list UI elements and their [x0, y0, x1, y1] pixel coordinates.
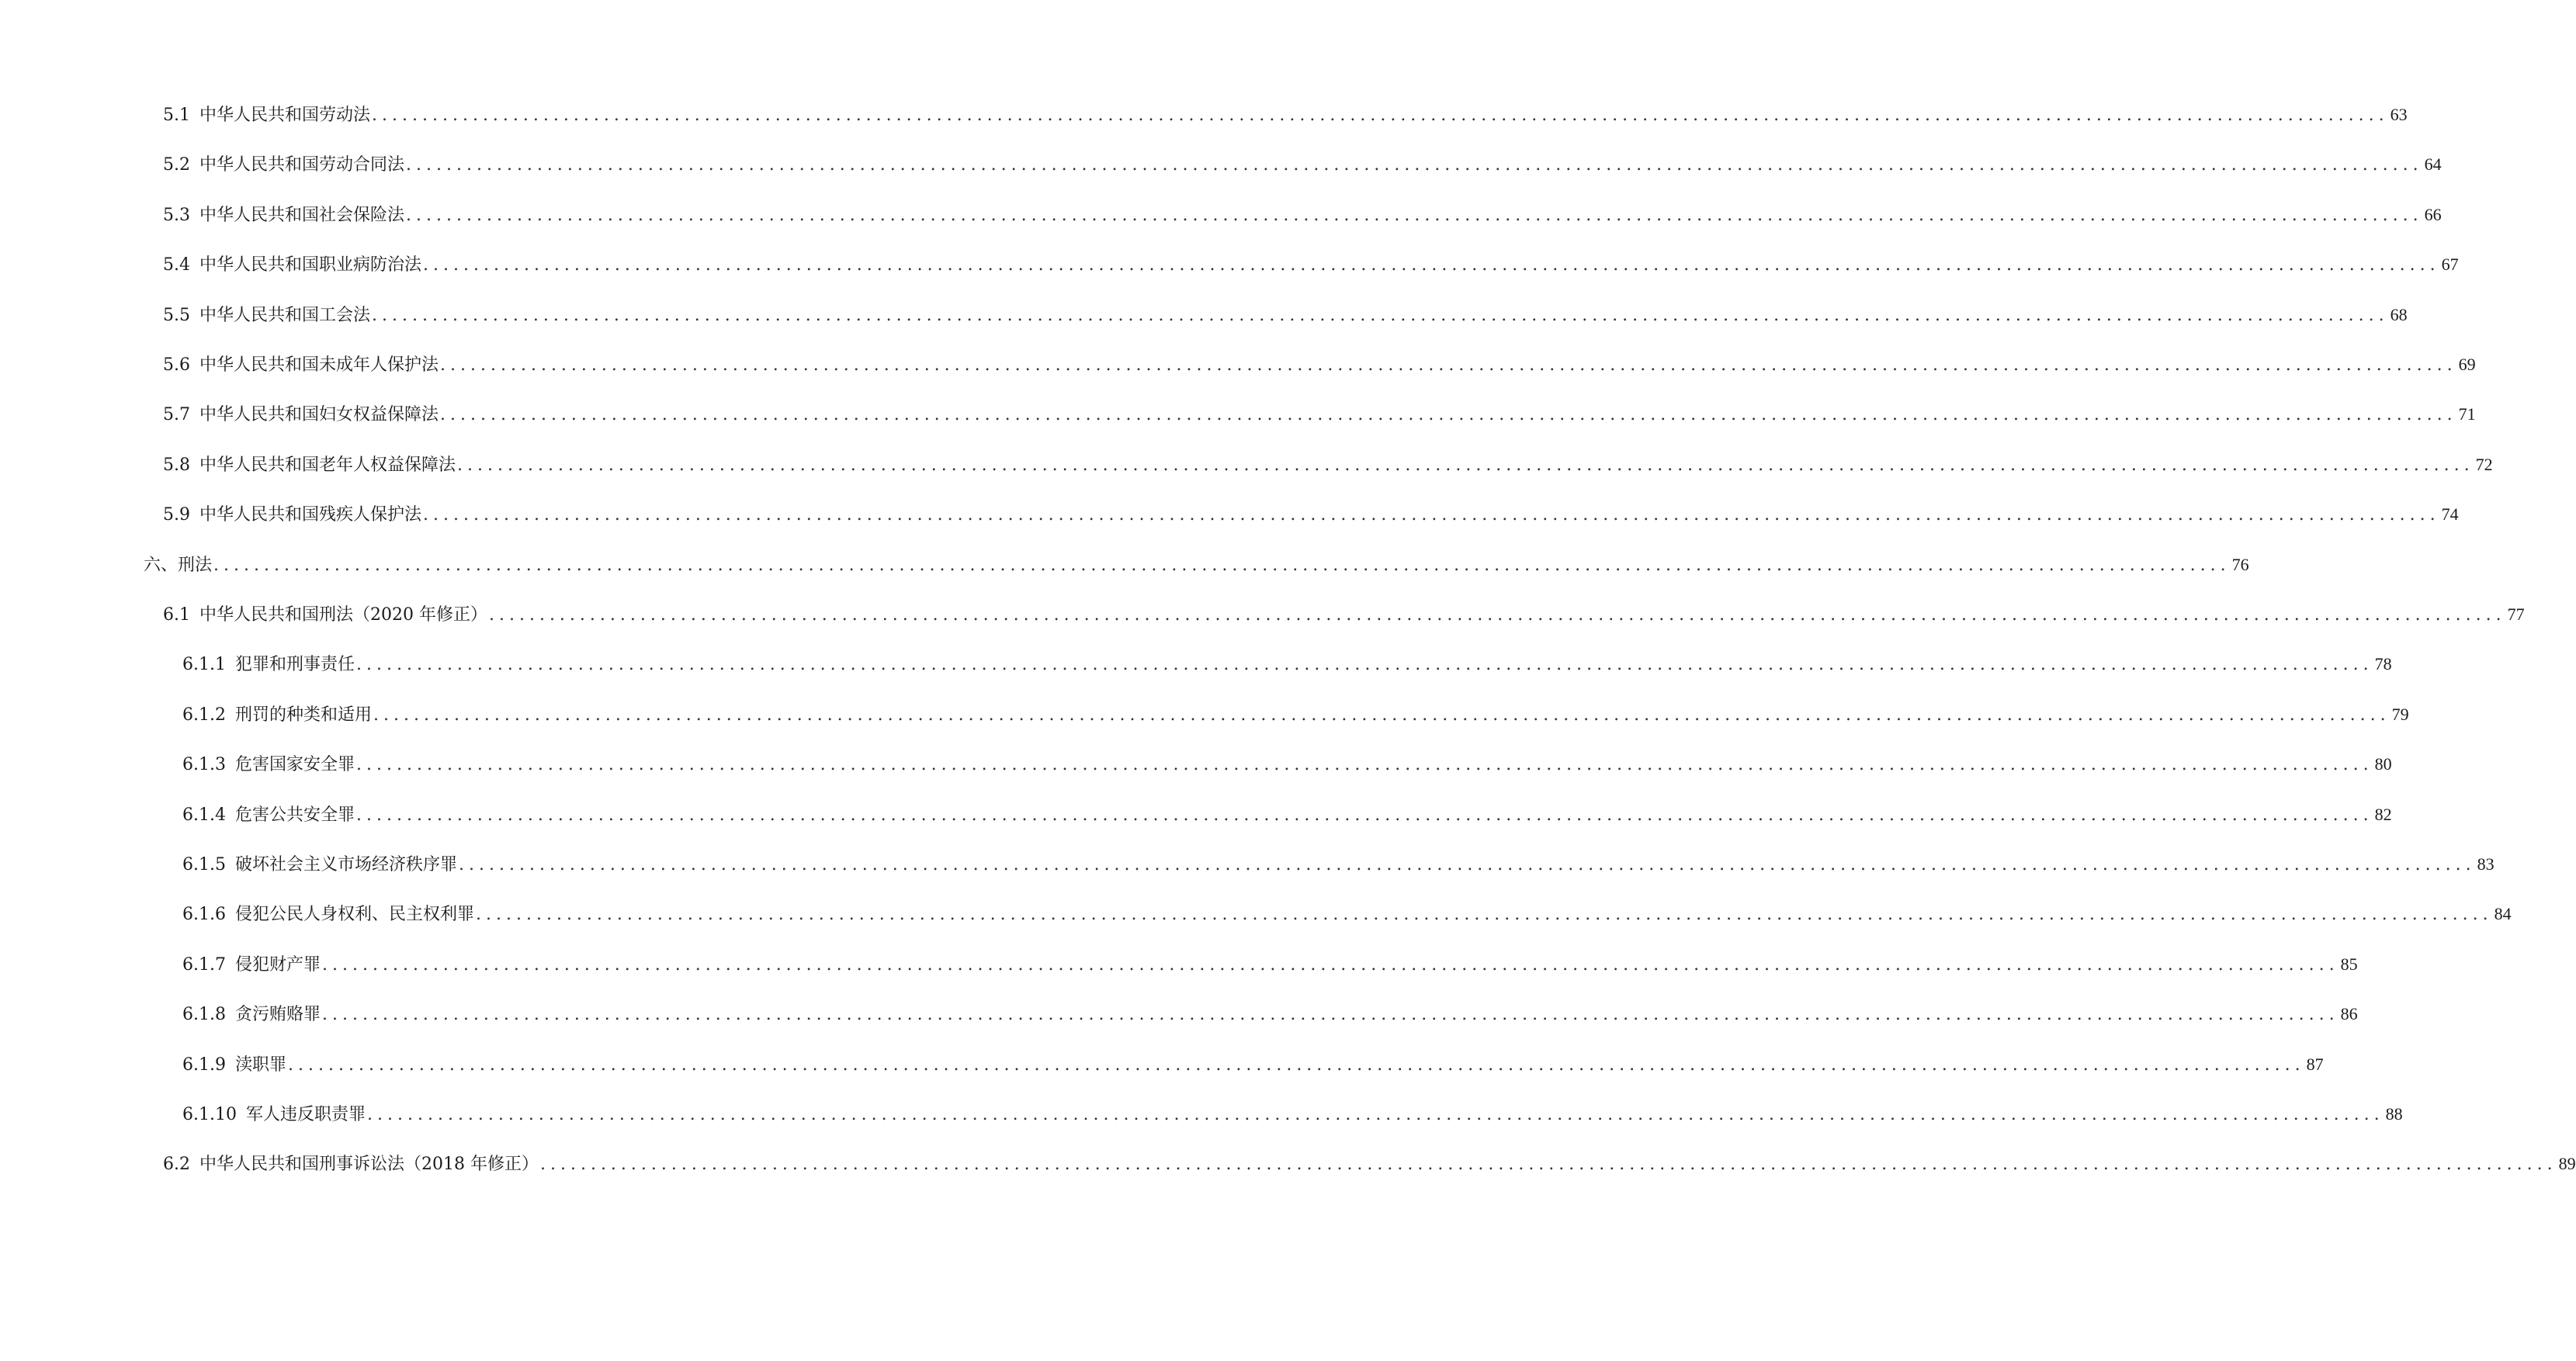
- toc-dot-leader: ........................................................................................................................................................................................................: [213, 556, 2231, 575]
- toc-dot-leader: ........................................................................................................................................................................................................: [459, 855, 2476, 874]
- toc-entry-title: [182, 803, 355, 828]
- toc-dot-leader: ........................................................................................................................................................................................................: [440, 405, 2457, 424]
- toc-entry-title: [163, 403, 439, 428]
- toc-entry-number: 6.1.4: [182, 805, 226, 825]
- toc-dot-leader: ........................................................................................................................................................................................................: [440, 355, 2457, 375]
- toc-entry[interactable]: [163, 303, 2408, 327]
- toc-entry-title: [163, 453, 456, 478]
- toc-entry-text: 军人违反职责罪: [245, 1105, 366, 1124]
- toc-entry-title: [163, 603, 487, 628]
- toc-dot-leader: ........................................................................................................................................................................................................: [372, 106, 2389, 125]
- toc-entry[interactable]: [163, 1151, 2576, 1176]
- toc-dot-leader: ........................................................................................................................................................................................................: [423, 505, 2440, 525]
- toc-page-number: 72: [2475, 455, 2493, 474]
- toc-entry-text: 六、刑法: [144, 556, 213, 575]
- toc-entry-title: [182, 653, 355, 677]
- toc-dot-leader: ........................................................................................................................................................................................................: [423, 255, 2440, 275]
- toc-entry-number: 6.1.2: [182, 705, 226, 725]
- toc-entry[interactable]: [182, 652, 2392, 677]
- toc-dot-leader: ........................................................................................................................................................................................................: [406, 155, 2423, 175]
- toc-entry-number: 6.1.9: [182, 1055, 226, 1075]
- toc-entry-text: 刑罚的种类和适用: [234, 705, 372, 725]
- toc-entry-number: 6.1.10: [182, 1105, 237, 1124]
- toc-entry-text: 中华人民共和国妇女权益保障法: [199, 405, 439, 424]
- toc-entry-number: 6.1: [163, 605, 190, 625]
- toc-entry-text: 中华人民共和国刑事诉讼法（2018 年修正）: [199, 1155, 539, 1174]
- toc-dot-leader: ........................................................................................................................................................................................................: [373, 705, 2391, 725]
- toc-entry-number: 5.9: [163, 505, 190, 525]
- toc-entry-number: 5.3: [163, 206, 190, 225]
- toc-page-number: 82: [2374, 805, 2392, 824]
- toc-dot-leader: ........................................................................................................................................................................................................: [356, 655, 2373, 674]
- toc-dot-leader: ........................................................................................................................................................................................................: [406, 206, 2423, 225]
- toc-entry-number: 6.1.3: [182, 755, 226, 774]
- toc-dot-leader: ........................................................................................................................................................................................................: [322, 1005, 2339, 1024]
- toc-page-number: 85: [2340, 954, 2358, 974]
- toc-dot-leader: ........................................................................................................................................................................................................: [488, 605, 2506, 625]
- toc-dot-leader: ........................................................................................................................................................................................................: [356, 805, 2373, 825]
- toc-entry-number: 6.1.1: [182, 655, 226, 674]
- toc-entry-text: 中华人民共和国老年人权益保障法: [199, 455, 456, 475]
- toc-entry[interactable]: [163, 102, 2408, 127]
- toc-entry[interactable]: [163, 402, 2476, 427]
- toc-entry-title: [163, 103, 370, 128]
- toc-entry-number: 6.1.7: [182, 955, 226, 975]
- toc-entry-text: 危害国家安全罪: [234, 755, 355, 774]
- toc-entry-text: 中华人民共和国劳动法: [199, 106, 371, 125]
- toc-entry-text: 中华人民共和国工会法: [199, 306, 371, 325]
- toc-page-number: 84: [2494, 904, 2512, 923]
- toc-entry-title: [144, 553, 212, 578]
- toc-entry-text: 渎职罪: [234, 1055, 286, 1075]
- toc-page-number: 80: [2374, 754, 2392, 774]
- toc-page-number: 78: [2374, 654, 2392, 674]
- toc-page-number: 89: [2558, 1154, 2576, 1173]
- toc-entry[interactable]: [163, 252, 2459, 277]
- toc-page-number: 76: [2231, 555, 2249, 574]
- toc-entry-title: [163, 203, 404, 228]
- toc-entry-text: 中华人民共和国社会保险法: [199, 206, 405, 225]
- toc-entry-text: 中华人民共和国残疾人保护法: [199, 505, 422, 525]
- toc-dot-leader: ........................................................................................................................................................................................................: [322, 955, 2339, 975]
- toc-entry-number: 6.2: [163, 1155, 190, 1174]
- toc-entry-title: [163, 153, 404, 178]
- toc-entry[interactable]: [163, 602, 2525, 627]
- toc-page-number: 79: [2391, 705, 2409, 724]
- toc-dot-leader: ........................................................................................................................................................................................................: [476, 905, 2493, 924]
- toc-entry[interactable]: [144, 552, 2249, 577]
- toc-entry-title: [163, 503, 421, 528]
- toc-entry[interactable]: [182, 802, 2392, 827]
- toc-entry-number: 5.8: [163, 455, 190, 475]
- toc-entry-number: 6.1.8: [182, 1005, 226, 1024]
- toc-dot-leader: ........................................................................................................................................................................................................: [539, 1155, 2557, 1174]
- toc-dot-leader: ........................................................................................................................................................................................................: [288, 1055, 2305, 1075]
- toc-page-number: 77: [2507, 604, 2525, 624]
- toc-entry-title: [182, 753, 355, 777]
- toc-entry[interactable]: [182, 752, 2392, 777]
- toc-page-number: 66: [2424, 205, 2442, 224]
- toc-page-number: 86: [2340, 1004, 2358, 1023]
- toc-entry-title: [163, 303, 370, 328]
- toc-entry[interactable]: [182, 1002, 2358, 1027]
- toc-entry-number: 6.1.6: [182, 905, 226, 924]
- toc-entry-text: 中华人民共和国职业病防治法: [199, 255, 422, 275]
- toc-entry-title: [182, 703, 372, 728]
- toc-entry[interactable]: [182, 902, 2512, 926]
- toc-entry-number: 5.4: [163, 255, 190, 275]
- toc-page-number: 64: [2424, 154, 2442, 174]
- toc-entry-number: 6.1.5: [182, 855, 226, 874]
- toc-entry[interactable]: [182, 852, 2495, 877]
- toc-entry-title: [182, 853, 457, 878]
- toc-entry-title: [182, 953, 321, 978]
- toc-page-number: 69: [2458, 355, 2476, 374]
- toc-entry-text: 中华人民共和国劳动合同法: [199, 155, 405, 175]
- toc-entry[interactable]: [182, 702, 2409, 727]
- toc-entry-title: [182, 1003, 321, 1027]
- toc-entry[interactable]: [182, 1052, 2324, 1077]
- toc-entry-number: 5.1: [163, 106, 190, 125]
- toc-entry-text: 侵犯公民人身权利、民主权利罪: [234, 905, 474, 924]
- toc-page-number: 68: [2390, 305, 2408, 324]
- toc-entry-number: 5.2: [163, 155, 190, 175]
- toc-entry-number: 5.7: [163, 405, 190, 424]
- toc-page-number: 83: [2477, 854, 2495, 874]
- toc-entry-title: [163, 1152, 539, 1177]
- toc-entry-text: 贪污贿赂罪: [234, 1005, 321, 1024]
- toc-entry-text: 犯罪和刑事责任: [234, 655, 355, 674]
- toc-dot-leader: ........................................................................................................................................................................................................: [367, 1105, 2384, 1124]
- toc-entry[interactable]: [163, 203, 2442, 227]
- toc-entry-text: 危害公共安全罪: [234, 805, 355, 825]
- toc-dot-leader: ........................................................................................................................................................................................................: [372, 306, 2389, 325]
- toc-entry-title: [163, 253, 421, 278]
- toc-entry-title: [163, 353, 439, 378]
- toc-page-number: 67: [2441, 255, 2459, 274]
- toc-page-number: 74: [2441, 504, 2459, 524]
- toc-entry[interactable]: [182, 952, 2358, 977]
- toc-entry-number: 5.6: [163, 355, 190, 375]
- toc-page-number: 87: [2306, 1055, 2324, 1074]
- toc-entry-text: 侵犯财产罪: [234, 955, 321, 975]
- toc-dot-leader: ........................................................................................................................................................................................................: [457, 455, 2474, 475]
- toc-entry[interactable]: [163, 502, 2459, 527]
- toc-entry[interactable]: [163, 352, 2476, 377]
- toc-entry[interactable]: [163, 452, 2493, 477]
- toc-dot-leader: ........................................................................................................................................................................................................: [356, 755, 2373, 774]
- toc-entry-text: 中华人民共和国未成年人保护法: [199, 355, 439, 375]
- toc-entry[interactable]: [182, 1102, 2403, 1127]
- toc-entry-number: 5.5: [163, 306, 190, 325]
- toc-page-number: 88: [2385, 1104, 2403, 1124]
- toc-entry-title: [182, 902, 474, 927]
- toc-entry-title: [182, 1053, 286, 1078]
- toc-entry[interactable]: [163, 152, 2442, 177]
- toc-entry-text: 中华人民共和国刑法（2020 年修正）: [199, 605, 487, 625]
- toc-entry-title: [182, 1103, 366, 1127]
- toc-page-number: 63: [2390, 105, 2408, 124]
- toc-entry-text: 破坏社会主义市场经济秩序罪: [234, 855, 457, 874]
- toc-page-number: 71: [2458, 404, 2476, 424]
